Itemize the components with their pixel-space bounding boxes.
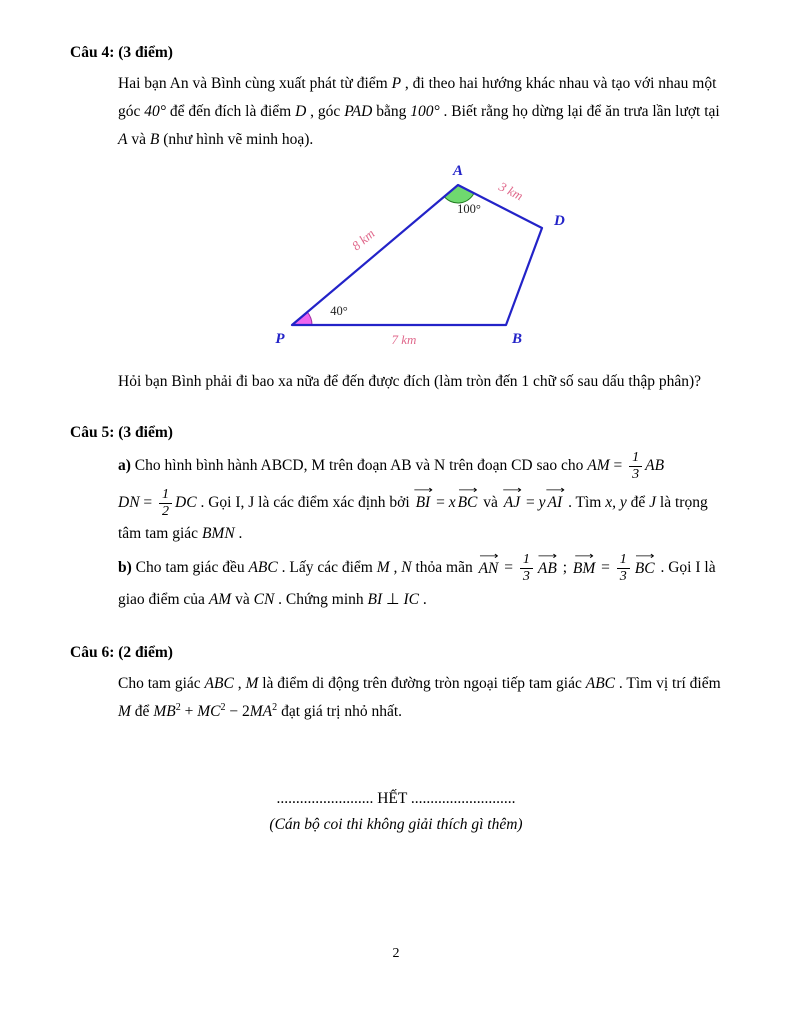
geometry-diagram bbox=[266, 163, 586, 361]
q6-heading: Câu 6: (2 điểm) bbox=[70, 643, 173, 661]
page-number: 2 bbox=[392, 946, 400, 961]
vertex-label-D: D bbox=[554, 212, 565, 229]
q6-paragraph: Cho tam giác ABC , M là điểm di động trên đường tròn ngoại tiếp tam giác ABC . Tìm vị trí điểm M để $MB^2 + MC^2 - 2MA^2$ đạt giá trị nhỏ nhất. bbox=[118, 674, 721, 720]
q5-part-b: b) Cho tam giác đều ABC . Lấy các điểm M , N thỏa mãn ⟶ AN = $\frac{1}{3}$ ⟶ AB ; ⟶ BM = $\frac{1}{3}$ ⟶ BC . Gọi I là giao điểm của AM và CN . Chứng minh BI ⊥ IC . bbox=[118, 550, 716, 608]
q5-part-a-line2: DN = $\frac{1}{2}$ DC . Gọi I, J là các điểm xác định bởi ⟶ BI = x ⟶ BC và ⟶ AJ = y ⟶ AI . Tìm x, y để J là trọng tâm tam giác BMN . bbox=[118, 485, 708, 543]
question-4 bbox=[70, 44, 722, 396]
distance-label-AD: 3 km bbox=[496, 178, 526, 203]
vertex-label-A: A bbox=[452, 162, 464, 179]
distance-label-PA: 8 km bbox=[348, 225, 378, 253]
question-6 bbox=[70, 644, 722, 726]
q4-question: Hỏi bạn Bình phải đi bao xa nữa để đến được đích (làm tròn đến 1 chữ số sau dấu thập phân)? bbox=[118, 372, 702, 390]
angle-label-P: 40° bbox=[330, 303, 348, 318]
vertex-label-P: P bbox=[275, 330, 285, 347]
q5-part-a-line1: a) Cho hình bình hành ABCD, M trên đoạn AB và N trên đoạn CD sao cho AM = $\frac{1}{3}$ AB bbox=[118, 449, 665, 482]
end-of-exam-line: ......................... HẾT ........................... bbox=[276, 790, 516, 808]
q4-figure bbox=[266, 163, 586, 366]
vertex-label-B: B bbox=[512, 330, 523, 347]
q4-paragraph: Hai bạn An và Bình cùng xuất phát từ điểm P , đi theo hai hướng khác nhau và tạo với nhau một góc 40° để đến đích là điểm D , góc PAD bằng 100° . Biết rằng họ dừng lại để ăn trưa lần lượt tại A và B (như hình vẽ minh hoạ). bbox=[118, 75, 720, 149]
q4-heading: Câu 4: (3 điểm) bbox=[70, 44, 173, 61]
q6-body bbox=[118, 670, 722, 726]
q4-body bbox=[118, 70, 722, 396]
proctor-note: (Cán bộ coi thi không giải thích gì thêm) bbox=[269, 816, 523, 834]
question-5 bbox=[70, 424, 722, 614]
distance-label-PB: 7 km bbox=[391, 331, 417, 347]
q5-body bbox=[118, 450, 722, 614]
q5-heading: Câu 5: (3 điểm) bbox=[70, 423, 173, 441]
angle-label-A: 100° bbox=[457, 201, 481, 216]
